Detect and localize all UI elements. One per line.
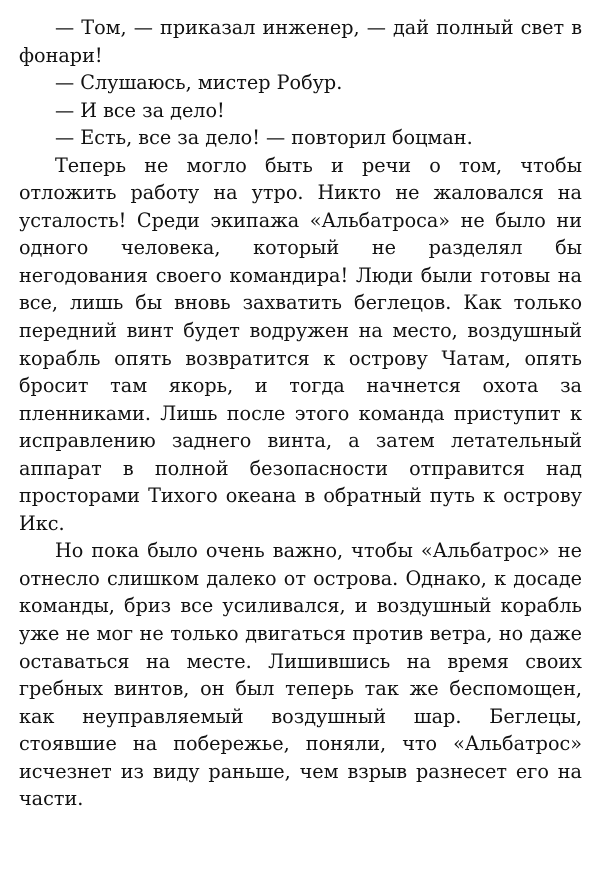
book-page (19, 14, 582, 813)
dialogue-line-command: — И все за дело! (55, 98, 225, 122)
narrative-paragraph-breeze: Но пока было очень важно, чтобы «Альбатрос» не отнесло слишком далеко от острова. Однако, к досаде команды, бриз все усиливался, и воздушный корабль уже не мог не только двигаться против ветра, но даже оставаться на месте. Лишившись на время своих гребных винтов, он был теперь так же беспомощен, как неуправляемый воздушный шар. Беглецы, стоявшие на побережье, поняли, что «Альбатрос» исчезнет из виду раньше, чем взрыв разнесет его на части. (19, 539, 582, 811)
narrative-paragraph-plan: Теперь не могло быть и речи о том, чтобы отложить работу на утро. Никто не жаловался на усталость! Среди экипажа «Альбатроса» не было ни одного человека, который не разделял бы негодования своего командира! Люди были готовы на все, лишь бы вновь захватить беглецов. Как только передний винт будет водружен на место, воздушный корабль опять возвратится к острову Чатам, опять бросит там якорь, и тогда начнется охота за пленниками. Лишь после этого команда приступит к исправлению заднего винта, а затем летательный аппарат в полной безопасности отправится над просторами Тихого океана в обратный путь к острову Икс. (19, 153, 582, 535)
dialogue-line-boatswain: — Есть, все за дело! — повторил боцман. (55, 126, 473, 150)
dialogue-line-engineer-order: — Том, — приказал инженер, — дай полный свет в фонари! (19, 16, 582, 67)
dialogue-line-reply: — Слушаюсь, мистер Робур. (55, 71, 343, 95)
